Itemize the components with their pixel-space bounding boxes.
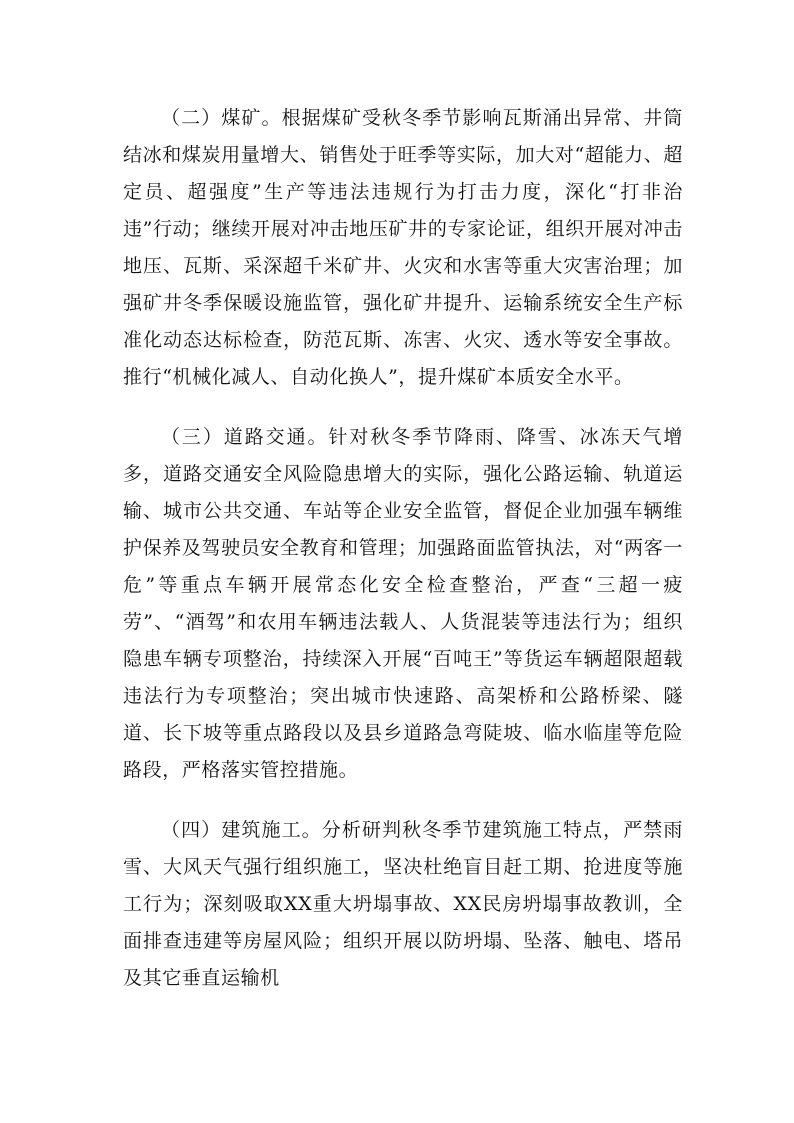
document-body xyxy=(123,100,683,997)
paragraph-construction: （四）建筑施工。分析研判秋冬季节建筑施工特点，严禁雨雪、大风天气强行组织施工，坚决杜绝盲目赶工期、抢进度等施工行为；深刻吸取XX重大坍塌事故、XX民房坍塌事故教训，全面排查违建等房屋风险；组织开展以防坍塌、坠落、触电、塔吊及其它垂直运输机 xyxy=(123,819,683,989)
paragraph-coal-mine: （二）煤矿。根据煤矿受秋冬季节影响瓦斯涌出异常、井筒结冰和煤炭用量增大、销售处于旺季等实际，加大对“超能力、超定员、超强度”生产等违法违规行为打击力度，深化“打非治违”行动；继续开展对冲击地压矿井的专家论证，组织开展对冲击地压、瓦斯、采深超千米矿井、火灾和水害等重大灾害治理；加强矿井冬季保暖设施监管，强化矿井提升、运输系统安全生产标准化动态达标检查，防范瓦斯、冻害、火灾、透水等安全事故。推行“机械化减人、自动化换人”，提升煤矿本质安全水平。 xyxy=(123,107,683,388)
paragraph-road-traffic: （三）道路交通。针对秋冬季节降雨、降雪、冰冻天气增多，道路交通安全风险隐患增大的实际，强化公路运输、轨道运输、城市公共交通、车站等企业安全监管，督促企业加强车辆维护保养及驾驶员安全教育和管理；加强路面监管执法，对“两客一危”等重点车辆开展常态化安全检查整治，严查“三超一疲劳”、“酒驾”和农用车辆违法载人、人货混装等违法行为；组织隐患车辆专项整治，持续深入开展“百吨王”等货运车辆超限超载违法行为专项整治；突出城市快速路、高架桥和公路桥梁、隧道、长下坡等重点路段以及县乡道路急弯陡坡、临水临崖等危险路段，严格落实管控措施。 xyxy=(123,426,683,781)
